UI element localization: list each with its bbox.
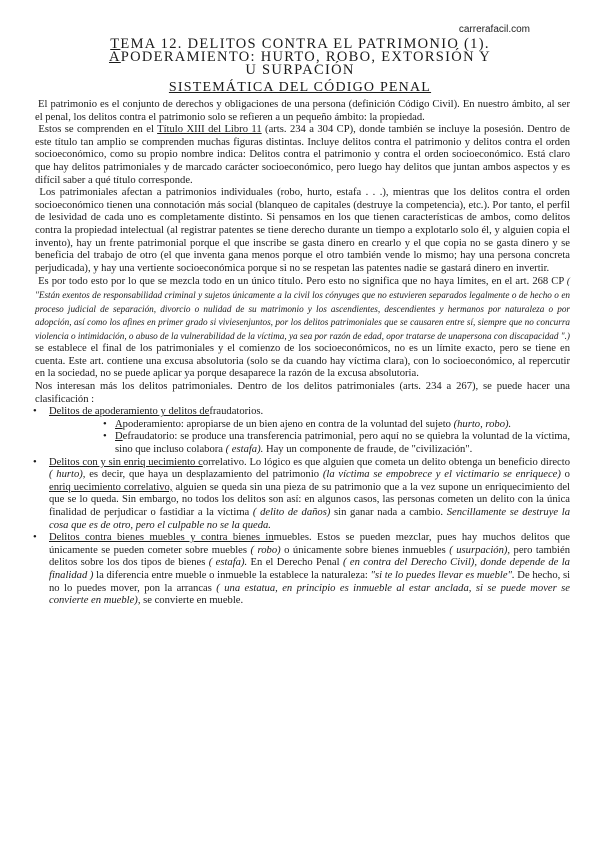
title-line-3: U SURPACIÓN [245,62,355,78]
paragraph-1: El patrimonio es el conjunto de derechos y obligaciones de una persona (definición Código Civil). En nuestro ámbito, al ser el penal, los delitos contra el patrimonio solo se refieren a un pequeño ámbito: la propiedad. [35,99,570,123]
sub-list-item: • Apoderamiento: apropiarse de un bien ajeno en contra de la voluntad del sujeto (hurto, robo). [105,419,570,432]
sub-list-item: • Defraudatorio: se produce una transferencia patrimonial, pero aquí no se quiebra la voluntad de la víctima, sino que incluso colabora ( estafa). Hay un componente de fraude, de "civilización". [105,431,570,456]
bullet-1-label: Delitos de apoderamiento y delitos de [49,406,210,418]
bullet-3-label: Delitos contra bienes muebles y contra bienes in [49,532,274,544]
paragraph-3: Los patrimoniales afectan a patrimonios individuales (robo, hurto, estafa . . .), mientras que los delitos contra el orden socioeconómico tienen una connotación más social (blanqueo de capitales (destruye la competencia), etc.). Por tanto, el perfil de lesividad de cada uno es completamente distinto. Si pensamos en los que tienen características de ambos, como delitos contra la propiedad intelectual (al registrar patentes se tiene derecho durante un tiempo a explotarlo solo él, y alguien copia el invento), hay un frente patrimonial porque el que inscribe se gasta dinero en crearlo y el que copia no se gasta dinero y se beneficia del trabajo de otro (el que inventa gana menos porque el otro también vende lo mismo; hay una persona concreta perjudicada), y hay una vertiente socioeconómica porque si no se respetan las patentes nadie se gastará dinero en invertir. [35,187,570,274]
title-reference-link[interactable]: Título XIII del Libro 11 [157,124,262,136]
bullet-2-label: Delitos con y sin enriq uecimiento c [49,456,203,468]
title-cap-2: A [108,49,121,65]
list-item: • Delitos de apoderamiento y delitos defraudatorios. • Apoderamiento: apropiarse de un bien ajeno en contra de la voluntad del sujeto (hurto, robo). • Defraudatorio: se produce una transferencia patrimonial, pero aquí no se quiebra la voluntad de la víctima, sino que incluso colabora ( estafa). Hay un componente de fraude, de "civilización". [35,406,570,456]
paragraph-2: Estos se comprenden en el Título XIII del Libro 11 (arts. 234 a 304 CP), donde también se incluye la posesión. Dentro de este título tan amplio se comprenden muchas figuras distintas. Incluye delitos contra el patrimonio y delitos contra el orden socioeconómico, como su propio nombre indica: Delitos contra el patrimonio y contra el orden socioeconómico. Está claro que hay delitos patrimoniales y de marcado carácter socioeconómico, pero luego hay delitos que juntan ambos aspectos y es difícil saber a qué título corresponde. [35,124,570,186]
title-cap-1: T [110,36,121,52]
title-line-1: EMA 12. DELITOS CONTRA EL PATRIMONIO (1). [120,36,490,52]
article-quote: ( "Están exentos de responsabilidad criminal y sujetos únicamente a la civil los cónyuges que no estuvieren separados legalmente o de hecho o en proceso judicial de separación, divorcio o nulidad de su matrimonio y los ascendientes, descendientes y hermanos por naturaleza o por adopción, así como los afines en primer grado si viviesenjuntos, por los delitos patrimoniales que se causaren entre sí, siempre que no concurra violencia o intimidación, o abuso de la vulnerabilidad de la víctima, ya sea por razón de edad, opor tratarse de unapersona con discapacidad ".) [35,276,570,341]
classification-list [35,406,570,608]
section-subtitle: SISTEMÁTICA DEL CÓDIGO PENAL [168,80,432,95]
list-item: • Delitos con y sin enriq uecimiento correlativo. Lo lógico es que alguien que cometa un delito obtenga un beneficio directo ( hurto), es decir, que haya un desplazamiento del patrimonio (la víctima se empobrece y el victimario se enriquece) o enriq uecimiento correlativo, alguien se queda sin una pieza de su patrimonio que a la vez supone un enriquecimiento del que se lo queda. Sin embargo, no todos los delitos son así: en algunos casos, las personas cometen un delito con la única finalidad de perjudicar o fastidiar a la víctima ( delito de daños) sin ganar nada a cambio. Sencillamente se destruye la cosa que es de otro, pero el culpable no se la queda. [35,457,570,533]
site-watermark[interactable]: carrerafacil.com [458,24,530,35]
title-line-2: PODERAMIENTO: HURTO, ROBO, EXTORSIÓN Y [120,49,491,65]
document-body [35,99,570,608]
list-item: • Delitos contra bienes muebles y contra bienes inmuebles. Estos se pueden mezclar, pues hay muchos delitos que únicamente se pueden cometer sobre muebles ( robo) o únicamente sobre bienes inmuebles ( usurpación), pero también delitos sobre los dos tipos de bienes ( estafa). En el Derecho Penal ( en contra del Derecho Civil), donde depende de la finalidad ) la diferencia entre mueble o inmueble la establece la naturaleza: "si te lo puedes llevar es mueble". De hecho, si no lo puedes mover, pon la arrancas ( una estatua, en principio es inmueble al estar anclada, si se puede mover se convierte en mueble), se convierte en mueble. [35,532,570,608]
document-title [60,38,540,77]
sub-list [49,419,570,457]
paragraph-4: Es por todo esto por lo que se mezcla todo en un único título. Pero esto no significa que no haya límites, en el art. 268 CP ( "Están exentos de responsabilidad criminal y sujetos únicamente a la civil los cónyuges que no estuvieren separados legalmente o de hecho o en proceso judicial de separación, divorcio o nulidad de su matrimonio y los ascendientes, descendientes y hermanos por naturaleza o por adopción, así como los afines en primer grado si viviesenjuntos, por los delitos patrimoniales que se causaren entre sí, siempre que no concurra violencia o intimidación, o abuso de la vulnerabilidad de la víctima, ya sea por razón de edad, opor tratarse de unapersona con discapacidad ".) se establece el final de los patrimoniales y el comienzo de los socioeconómicos, no es un límite exacto, pero se tiene en cuenta. Este art. contiene una excusa absolutoria (solo se da cuando hay víctima clara), con lo socioeconómico, al repercutir en la sociedad, no se puede aplicar ya porque desaparece la razón de la excusa absolutoria. [35,276,570,380]
paragraph-5: Nos interesan más los delitos patrimoniales. Dentro de los delitos patrimoniales (arts. 234 a 267), se puede hacer una clasificación : [35,381,570,405]
